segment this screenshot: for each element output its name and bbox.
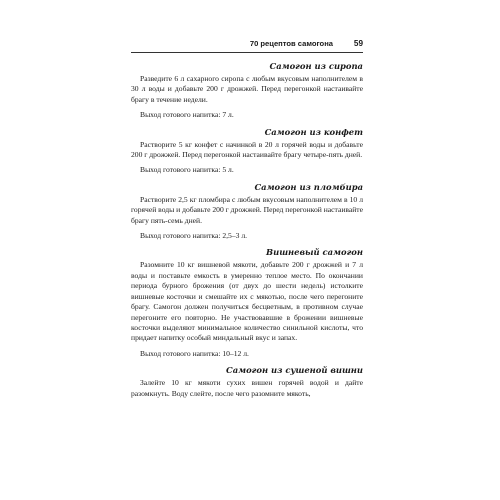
recipe-yield: Выход готового напитка: 7 л. — [140, 110, 234, 120]
recipe-title: Самогон из сиропа — [269, 61, 363, 71]
recipe-text: Растворите 5 кг конфет с начинкой в 20 л горячей воды и добавьте 200 г дрожжей. Перед перегонкой настаивайте брагу четыре-пять дней. — [131, 139, 363, 160]
recipe-text: Разомните 10 кг вишневой мякоти, добавьте 200 г дрожжей и 7 л воды и поставьте емкость в умеренно теплое место. По окончании периода бурного брожения (от двух до шести недель) истолките вишневые косточки и смешайте их с мякотью, после чего перегоните брагу. Самогон должен получиться бесцветным, в противном случае перегоните его повторно. Не участвовавшие в брожении вишневые косточки выделяют минимальное количество синильной кислоты, что придает напитку особый миндальный вкус и запах. — [131, 260, 363, 343]
recipe-title: Самогон из пломбира — [254, 181, 363, 192]
recipe-yield: Выход готового напитка: 5 л. — [140, 165, 234, 175]
book-page — [131, 38, 363, 399]
recipe-cherry — [131, 246, 363, 359]
recipe-yield: Выход готового напитка: 2,5–3 л. — [140, 231, 248, 241]
recipe-candy — [131, 126, 363, 176]
recipe-title: Вишневый самогон — [266, 247, 363, 258]
page-number: 59 — [353, 39, 363, 48]
book-title: 70 рецептов самогона — [249, 39, 333, 48]
recipe-text: Растворите 2,5 кг пломбира с любым вкусовым наполнителем в 10 л горячей воды и добавьте 200 г дрожжей. Перед перегонкой настаивайте брагу пять-семь дней. — [131, 194, 363, 225]
recipe-ice-cream — [131, 181, 363, 242]
recipe-yield: Выход готового напитка: 10–12 л. — [140, 348, 249, 358]
recipe-dried-cherry — [131, 364, 363, 399]
recipe-text: Разведите 6 л сахарного сиропа с любым вкусовым наполнителем в 30 л воды и добавьте 200 г дрожжей. Перед перегонкой настаивайте брагу в течение недели. — [131, 74, 363, 104]
recipe-title: Самогон из конфет — [264, 126, 363, 137]
recipe-text: Залейте 10 кг мякоти сухих вишен горячей водой и дайте разомкнуть. Воду слейте, после чего разомните мякоть, — [131, 378, 363, 398]
running-header — [131, 38, 363, 53]
recipe-title: Самогон из сушеной вишни — [226, 365, 363, 376]
recipe-syrup — [131, 60, 363, 121]
